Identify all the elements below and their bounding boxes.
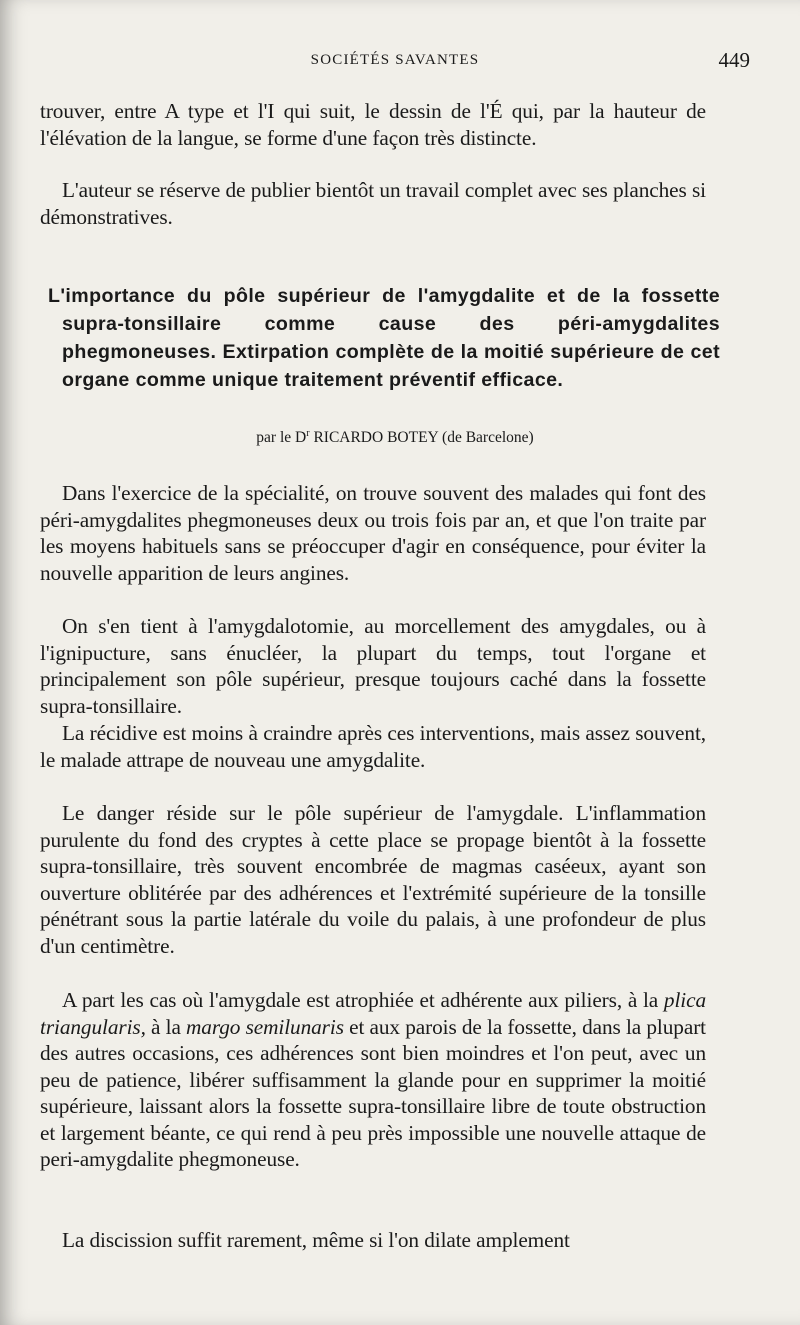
page-number: 449	[718, 48, 750, 72]
article-byline	[40, 428, 750, 447]
author-note-paragraph: L'auteur se réserve de publier bientôt un travail complet avec ses planches si démonstratives.	[40, 178, 706, 229]
plica-triangularis-term: plica triangularis,	[40, 988, 706, 1039]
body-paragraph-6: La discission suffit rarement, même si l'on dilate amplement	[62, 1228, 570, 1252]
continued-paragraph: trouver, entre A type et l'I qui suit, le dessin de l'É qui, par la hauteur de l'élévation de la langue, se forme d'une façon très distincte.	[40, 99, 706, 150]
byline-prefix: par le D	[256, 429, 307, 447]
body-paragraph-1: Dans l'exercice de la spécialité, on trouve souvent des malades qui font des péri-amygdalites phegmoneuses deux ou trois fois par an, et que l'on traite par les moyens habituels sans se préoccuper d'agir en conséquence, pour éviter la nouvelle apparition de leurs angines.	[40, 481, 706, 585]
article-title: L'importance du pôle supérieur de l'amygdalite et de la fossette supra-tonsillaire comme cause des péri-amygdalites phegmoneuses. Extirpation complète de la moitié supérieure de cet organe comme unique traitement préventif efficace.	[48, 285, 720, 391]
margo-semilunaris-term: margo semilunaris	[186, 1014, 344, 1039]
body-paragraph-2: On s'en tient à l'amygdalotomie, au morcellement des amygdales, ou à l'ignipucture, sans énucléer, la plupart du temps, tout l'organe et principalement son pôle supérieur, presque toujours caché dans la fossette supra-tonsillaire.	[40, 614, 706, 718]
byline-author: RICARDO BOTEY (de Barcelone)	[309, 429, 534, 447]
body-paragraph-5	[40, 987, 706, 1173]
byline-superscript: r	[306, 428, 310, 439]
p5-text-c: et aux parois de la fossette, dans la plupart des autres occasions, ces adhérences sont bien moindres et l'on peut, avec un peu de patience, libérer suffisamment la glande pour en supprimer la moitié supérieure, laissant alors la fossette supra-tonsillaire libre de toute obstruction et largement béante, ce qui rend à peu près impossible une nouvelle attaque de peri-amygdalite phegmoneuse.	[40, 1014, 706, 1171]
body-paragraph-3: La récidive est moins à craindre après ces interventions, mais assez souvent, le malade attrape de nouveau une amygdalite.	[40, 721, 706, 772]
running-head	[40, 48, 750, 78]
body-paragraph-4: Le danger réside sur le pôle supérieur de l'amygdale. L'inflammation purulente du fond des cryptes à cette place se propage bientôt à la fossette supra-tonsillaire, très souvent encombrée de magmas caséeux, ayant son ouverture oblitérée par des adhérences et l'extrémité supérieure de la tonsille pénétrant sous la partie latérale du voile du palais, à une profondeur de plus d'un centimètre.	[40, 801, 706, 958]
p5-text-b: à la	[145, 1014, 187, 1039]
p5-text-a: A part les cas où l'amygdale est atrophiée et adhérente aux piliers, à la	[62, 988, 664, 1012]
running-title: SOCIÉTÉS SAVANTES	[310, 52, 480, 68]
